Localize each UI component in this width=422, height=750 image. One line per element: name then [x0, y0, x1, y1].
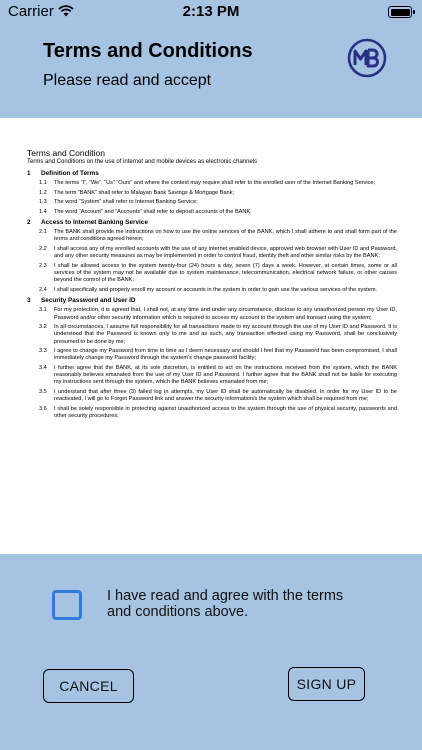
clause-text: The terms “I”, “We”, “Us” “Ours” and where the context may require shall refer to the enrolled user of the Internet Banking Service; [54, 180, 376, 187]
section [27, 297, 397, 420]
clause-text: I agree to change my Password from time to time as I deem necessary and should I feel that my Password has been compromised, I shall immediately change my Password through the system’s change password facility; [54, 348, 397, 362]
section-number: 1 [27, 170, 31, 177]
section [27, 219, 397, 294]
clause-text: I shall specifically and properly enroll my account or accounts in the system in order to gain use the various services of the system. [54, 286, 378, 293]
document-subtitle: Terms and Conditions on the use of internet and mobile devices as electronic channels [27, 159, 258, 165]
clause-number: 2.2 [39, 245, 47, 252]
page-subtitle: Please read and accept [43, 72, 212, 89]
section-heading: Security Password and User ID [41, 297, 136, 305]
clause-number: 3.6 [39, 405, 47, 412]
section [27, 170, 397, 216]
mb-logo-icon [347, 38, 387, 78]
status-bar [0, 0, 422, 24]
page-title: Terms and Conditions [43, 40, 253, 62]
clause-number: 3.3 [39, 348, 47, 355]
clause-number: 3.4 [39, 364, 47, 371]
section-heading: Definition of Terms [41, 170, 99, 177]
section-heading: Access to Internet Banking Service [41, 218, 148, 226]
clause-text: I understand that after three (3) failed log in attempts, my User ID shall be automatically be disabled. In order for my User ID to be reactivated, I will go to Forget Password link and answer the security information/s the system which shall be required from me; [54, 388, 397, 403]
clause-number: 2.3 [39, 262, 47, 269]
clause-number: 3.5 [39, 388, 47, 395]
battery-icon [388, 6, 412, 18]
document-title: Terms and Condition [27, 148, 105, 158]
terms-document[interactable] [0, 118, 422, 554]
carrier-label: Carrier [8, 3, 54, 20]
clause-text: The word “System” shall refer to Internet Banking Service; [54, 199, 198, 206]
clause-text: The word “Account” and “Accounts” shall refer to deposit accounts of the BANK. [54, 208, 252, 215]
clause-number: 1.4 [39, 208, 47, 215]
section-number: 2 [27, 218, 31, 226]
agreement-row [0, 560, 422, 650]
clause-text: I shall be solely responsible in protecting against unauthorized access to the system through the use of physical security, passwords and other security procedures; [54, 405, 397, 420]
cancel-button[interactable]: CANCEL [43, 669, 134, 703]
clause-text: I shall be allowed access to the system twenty-four (24) hours a day, seven (7) days a week. However, at certain times, some or all services of the system may not be available due to system maintenance, telecommunication, electrical network failure, or other causes beyond the control of the BANK; [54, 262, 397, 284]
clause-number: 2.1 [39, 229, 47, 236]
sign-up-button[interactable]: SIGN UP [288, 667, 365, 701]
clause-number: 3.1 [39, 307, 47, 314]
section-number: 3 [27, 297, 31, 305]
clause-text: I further agree that the BANK, at its sole discretion, is entitled to act on the instructions received from the system, which the BANK reasonably believes emanated from the use of my User ID and Password. I further agree that the BANK shall not be liable for executing my instructions sent through the system, which the BANK believes emanated from me; [54, 364, 397, 386]
clause-number: 1.2 [39, 189, 47, 196]
status-time: 2:13 PM [182, 3, 240, 20]
clause-number: 1.1 [39, 180, 47, 187]
clause-text: I shall access any of my enrolled accounts with the use of any internet enabled device, approved web browser with User ID and Password, and any other security measures as may be implemented in order to control fraud, identity theft and other similar risks by the BANK; [54, 245, 397, 260]
clause-number: 1.3 [39, 199, 47, 206]
agree-checkbox[interactable] [52, 590, 82, 620]
clause-text: The BANK shall provide me instructions on how to use the online services of the BANK, which I shall adhere to and shall form part of the terms and conditions agreed herein; [54, 229, 397, 243]
clause-number: 3.2 [39, 324, 47, 331]
clause-text: For my protection, it is agreed that, I shall not, at any time and under any circumstance, disclose to any unauthorized person my User ID, Password and/or other security information which is required to access my account to the system and transact using the system; [54, 307, 397, 321]
clause-text: In all circumstances, I assume full responsibility for all transactions made to my account through the use of my User ID and Password. It is understood that the Password is known only to me and as such, any transaction effected using my Password, shall be conclusively presumed to be done by me; [54, 324, 397, 345]
clause-text: The term “BANK” shall refer to Malayan Bank Savings & Mortgage Bank; [54, 189, 235, 196]
agree-label[interactable]: I have read and agree with the terms and conditions above. [107, 588, 344, 620]
clause-number: 2.4 [39, 286, 47, 293]
